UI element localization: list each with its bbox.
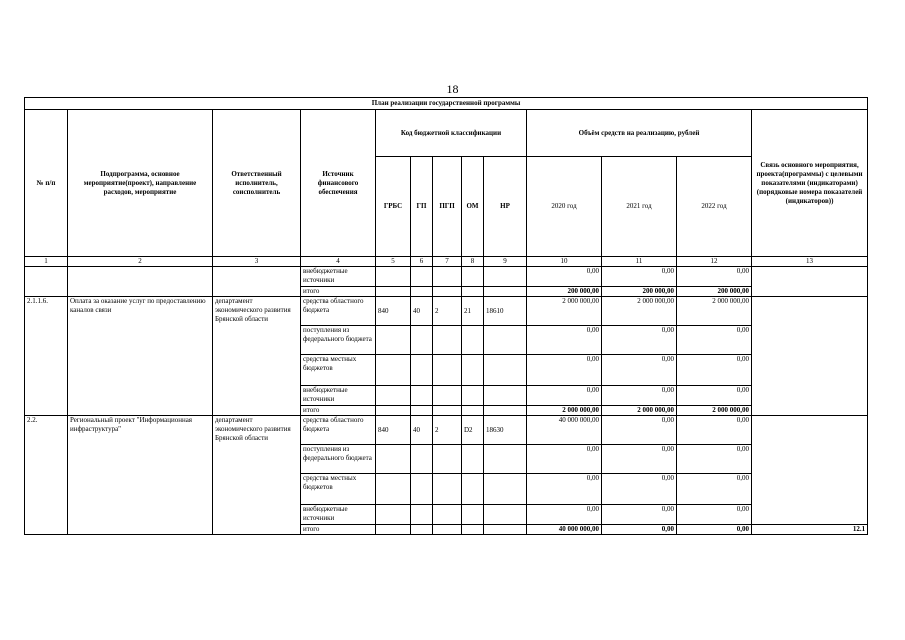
value-2022: 2 000 000,00	[677, 297, 752, 326]
source-cell: внебюджетные источники	[301, 267, 376, 287]
value-2022: 0,00	[677, 355, 752, 386]
page-number: 18	[446, 82, 459, 96]
column-number: 10	[527, 257, 602, 267]
column-number: 13	[752, 257, 868, 267]
table-row	[25, 416, 868, 445]
value-2021: 0,00	[602, 267, 677, 287]
column-number: 4	[301, 257, 376, 267]
code-grbs: 840	[376, 297, 411, 326]
header-grbs: ГРБС	[376, 157, 411, 257]
column-number: 12	[677, 257, 752, 267]
indicator-link: 12.1	[752, 525, 868, 535]
value-2020: 0,00	[527, 474, 602, 505]
code-gp: 40	[411, 297, 433, 326]
value-2020: 0,00	[527, 355, 602, 386]
value-2020: 2 000 000,00	[527, 297, 602, 326]
value-2020: 0,00	[527, 505, 602, 525]
column-number: 1	[25, 257, 68, 267]
value-2022: 0,00	[677, 267, 752, 287]
value-2020: 0,00	[527, 386, 602, 406]
header-source: Источник финансового обеспечения	[301, 110, 376, 257]
value-2020: 0,00	[527, 326, 602, 355]
column-number-row	[25, 257, 868, 267]
column-number: 7	[433, 257, 462, 267]
column-number: 9	[484, 257, 527, 267]
total-2020: 200 000,00	[527, 287, 602, 297]
total-2021: 0,00	[602, 525, 677, 535]
source-cell: средства местных бюджетов	[301, 355, 376, 386]
column-number: 2	[68, 257, 213, 267]
code-pgp: 2	[433, 297, 462, 326]
header-num: № п/п	[25, 110, 68, 257]
code-om: 21	[462, 297, 484, 326]
value-2021: 0,00	[602, 474, 677, 505]
total-2022: 2 000 000,00	[677, 406, 752, 416]
source-cell: внебюджетные источники	[301, 386, 376, 406]
code-np: 18610	[484, 297, 527, 326]
value-2022: 0,00	[677, 326, 752, 355]
column-number: 6	[411, 257, 433, 267]
header-2022: 2022 год	[677, 157, 752, 257]
value-2021: 0,00	[602, 416, 677, 445]
total-2020: 2 000 000,00	[527, 406, 602, 416]
item-program: Оплата за оказание услуг по предоставлению каналов связи	[68, 297, 213, 416]
item-number: 2.1.1.6.	[25, 297, 68, 416]
header-2020: 2020 год	[527, 157, 602, 257]
value-2022: 0,00	[677, 386, 752, 406]
header-volume: Объём средств на реализацию, рублей	[527, 110, 752, 157]
table-row	[25, 297, 868, 326]
value-2022: 0,00	[677, 474, 752, 505]
code-pgp: 2	[433, 416, 462, 445]
header-responsible: Ответственный исполнитель, соисполнитель	[213, 110, 301, 257]
value-2021: 2 000 000,00	[602, 297, 677, 326]
header-pgp: ПГП	[433, 157, 462, 257]
table-row	[25, 267, 868, 287]
header-gp: ГП	[411, 157, 433, 257]
header-link: Связь основного мероприятия, проекта(программы) с целевыми показателями (индикаторами) (порядковые номера показателей (индикаторов))	[752, 110, 868, 257]
source-cell: средства местных бюджетов	[301, 474, 376, 505]
source-cell: поступления из федерального бюджета	[301, 445, 376, 474]
total-2020: 40 000 000,00	[527, 525, 602, 535]
value-2021: 0,00	[602, 505, 677, 525]
total-2022: 0,00	[677, 525, 752, 535]
value-2022: 0,00	[677, 416, 752, 445]
value-2021: 0,00	[602, 326, 677, 355]
program-plan-table	[24, 97, 868, 535]
source-cell: внебюджетные источники	[301, 505, 376, 525]
header-np: НР	[484, 157, 527, 257]
value-2022: 0,00	[677, 445, 752, 474]
code-grbs: 840	[376, 416, 411, 445]
total-2022: 200 000,00	[677, 287, 752, 297]
header-program: Подпрограмма, основное мероприятие(проект), направление расходов, мероприятие	[68, 110, 213, 257]
item-responsible: департамент экономического развития Брянской области	[213, 297, 301, 416]
source-cell: средства областного бюджета	[301, 297, 376, 326]
column-number: 11	[602, 257, 677, 267]
header-om: ОМ	[462, 157, 484, 257]
item-program: Региональный проект "Информационная инфраструктура"	[68, 416, 213, 535]
column-number: 8	[462, 257, 484, 267]
value-2021: 0,00	[602, 445, 677, 474]
source-cell: средства областного бюджета	[301, 416, 376, 445]
header-budget-code: Код бюджетной классификации	[376, 110, 527, 157]
value-2021: 0,00	[602, 355, 677, 386]
value-2022: 0,00	[677, 505, 752, 525]
code-om: D2	[462, 416, 484, 445]
source-cell: поступления из федерального бюджета	[301, 326, 376, 355]
column-number: 3	[213, 257, 301, 267]
value-2020: 0,00	[527, 267, 602, 287]
total-2021: 2 000 000,00	[602, 406, 677, 416]
value-2020: 40 000 000,00	[527, 416, 602, 445]
item-responsible: департамент экономического развития Брянской области	[213, 416, 301, 535]
source-cell: итого	[301, 525, 376, 535]
code-gp: 40	[411, 416, 433, 445]
table-title: План реализации государственной программы	[25, 98, 868, 110]
source-cell: итого	[301, 287, 376, 297]
header-2021: 2021 год	[602, 157, 677, 257]
total-2021: 200 000,00	[602, 287, 677, 297]
item-number: 2.2.	[25, 416, 68, 535]
value-2020: 0,00	[527, 445, 602, 474]
value-2021: 0,00	[602, 386, 677, 406]
code-np: 18630	[484, 416, 527, 445]
source-cell: итого	[301, 406, 376, 416]
column-number: 5	[376, 257, 411, 267]
